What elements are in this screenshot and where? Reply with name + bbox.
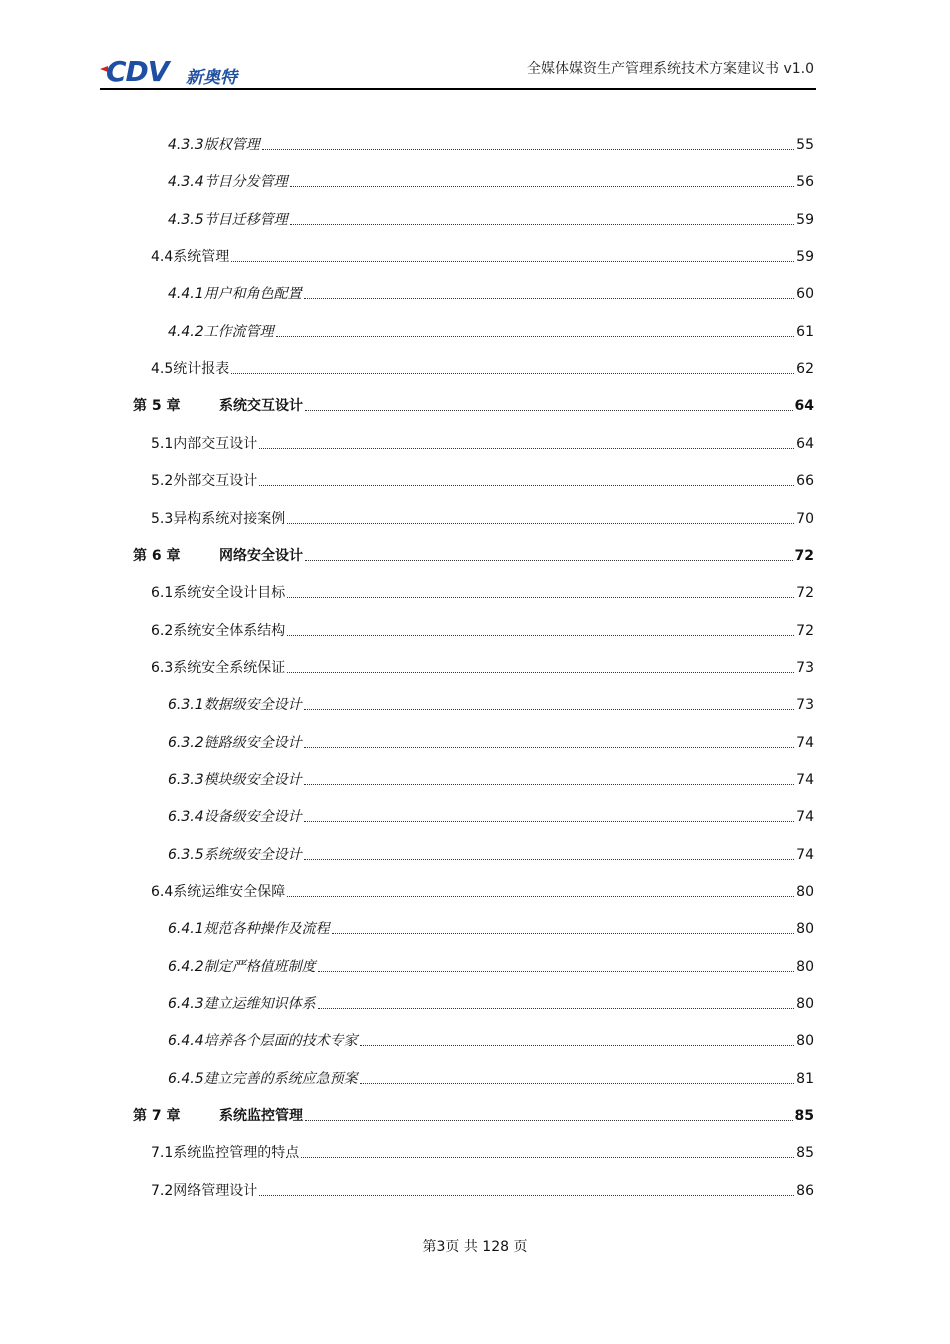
logo-text: CDV [106,55,169,87]
toc-dot-leader [360,1083,795,1084]
toc-entry-number: 6.3 [151,659,174,676]
toc-entry-title: 系统监控管理的特点 [173,1145,300,1162]
toc-entry-number: 4.3.4 [168,174,204,191]
toc-entry-number: 6.4.1 [168,921,204,938]
toc-entry-page: 59 [796,211,814,228]
toc-dot-leader [287,672,794,673]
toc-entry-title: 统计报表 [173,361,230,378]
toc-entry-page: 64 [794,398,814,415]
toc-entry-number: 4.4.2 [168,323,204,340]
toc-entry-title: 系统安全体系结构 [173,622,286,639]
toc-entry-number: 第 6 章 [133,547,181,564]
toc-entry[interactable] [133,800,814,826]
toc-entry-page: 73 [796,659,814,676]
toc-entry-page: 74 [796,734,814,751]
toc-entry-title: 设备级安全设计 [203,809,302,826]
toc-entry[interactable] [133,203,814,229]
toc-entry-title: 链路级安全设计 [203,734,302,751]
toc-entry[interactable] [133,651,814,677]
toc-entry[interactable] [133,315,814,341]
toc-dot-leader [304,784,795,785]
toc-entry[interactable] [133,875,814,901]
toc-entry-page: 70 [796,510,814,527]
toc-entry-page: 64 [796,435,814,452]
toc-entry-number: 5.3 [151,510,174,527]
toc-entry-number: 4.3.3 [168,137,204,153]
toc-entry-page: 56 [796,174,814,191]
toc-entry-title: 建立完善的系统应急预案 [203,1070,358,1087]
header-divider [100,88,816,90]
toc-dot-leader [318,971,795,972]
toc-entry-page: 80 [796,1033,814,1050]
toc-entry-title: 系统安全设计目标 [173,585,286,602]
cdv-logo-icon [100,55,250,87]
toc-entry-page: 81 [796,1070,814,1087]
toc-entry-title: 培养各个层面的技术专家 [203,1033,358,1050]
toc-entry-page: 86 [796,1182,814,1199]
toc-dot-leader [290,186,795,187]
toc-entry-title: 工作流管理 [203,323,274,340]
toc-entry-number: 6.4 [151,884,174,900]
toc-entry-page: 74 [796,771,814,788]
toc-dot-leader [318,1008,795,1009]
toc-dot-leader [287,896,794,897]
logo-cn-text: 新奥特 [186,68,237,87]
toc-entry-page: 80 [796,884,814,900]
toc-entry[interactable] [133,576,814,602]
toc-entry-number: 6.4.3 [168,996,204,1013]
toc-dot-leader [304,821,795,822]
toc-entry-page: 74 [796,809,814,826]
toc-dot-leader [259,448,794,449]
toc-dot-leader [360,1045,795,1046]
toc-entry-number: 4.3.5 [168,211,204,228]
toc-dot-leader [290,224,795,225]
toc-entry-title: 数据级安全设计 [203,697,302,714]
toc-entry-title: 模块级安全设计 [203,771,302,788]
toc-dot-leader [259,485,794,486]
toc-dot-leader [304,859,795,860]
toc-entry-number: 6.3.4 [168,809,204,826]
toc-entry[interactable] [133,352,814,378]
toc-entry[interactable] [133,688,814,714]
toc-entry[interactable] [133,539,814,565]
toc-entry[interactable] [133,987,814,1013]
toc-entry-number: 4.4.1 [168,286,204,303]
toc-dot-leader [231,373,794,374]
toc-dot-leader [304,709,795,710]
toc-dot-leader [287,597,794,598]
toc-entry[interactable] [133,389,814,415]
toc-entry-number: 4.4 [151,249,174,266]
toc-entry[interactable] [133,165,814,191]
toc-entry-page: 72 [796,622,814,639]
toc-dot-leader [304,747,795,748]
toc-dot-leader [259,1195,794,1196]
toc-entry-number: 第 5 章 [133,398,181,415]
toc-entry-title: 系统级安全设计 [203,846,302,863]
toc-dot-leader [276,336,795,337]
toc-entry-number: 4.5 [151,361,174,378]
toc-entry-title: 网络管理设计 [173,1182,258,1199]
toc-entry-number: 5.2 [151,473,174,490]
toc-entry-page: 85 [794,1108,814,1125]
toc-entry-page: 85 [796,1145,814,1162]
toc-entry-page: 60 [796,286,814,303]
toc-entry-title: 系统交互设计 [219,398,303,415]
toc-entry-title: 节目分发管理 [203,174,288,191]
toc-entry-page: 61 [796,323,814,340]
toc-entry-page: 74 [796,846,814,863]
toc-entry[interactable] [133,502,814,528]
toc-entry-page: 72 [796,585,814,602]
toc-dot-leader [305,1120,793,1121]
toc-dot-leader [231,261,794,262]
toc-entry-page: 72 [794,547,814,564]
toc-entry[interactable] [133,726,814,752]
toc-entry[interactable] [133,240,814,266]
toc-dot-leader [304,298,795,299]
toc-entry[interactable] [133,1024,814,1050]
toc-entry-title: 制定严格值班制度 [203,958,316,975]
toc-entry-title: 用户和角色配置 [203,286,302,303]
toc-entry-page: 73 [796,697,814,714]
toc-entry-number: 7.1 [151,1145,174,1162]
toc-entry[interactable] [133,614,814,640]
toc-entry[interactable] [133,1099,814,1125]
toc-entry[interactable] [133,950,814,976]
toc-entry-number: 6.1 [151,585,174,602]
toc-entry[interactable] [133,277,814,303]
toc-dot-leader [305,410,793,411]
toc-entry-title: 系统安全系统保证 [173,659,286,676]
page-footer: 第3页 共 128 页 [422,1239,528,1255]
toc-entry-page: 66 [796,473,814,490]
toc-dot-leader [287,523,794,524]
toc-dot-leader [332,933,795,934]
toc-entry-page: 62 [796,361,814,378]
toc-entry-number: 6.3.1 [168,697,204,714]
toc-entry[interactable] [133,464,814,490]
toc-entry-page: 59 [796,249,814,266]
toc-dot-leader [287,635,794,636]
toc-entry[interactable] [133,912,814,938]
toc-entry-title: 建立运维知识体系 [203,996,316,1013]
toc-entry-number: 第 7 章 [133,1108,181,1125]
toc-entry[interactable] [133,1174,814,1200]
toc-entry-number: 6.3.2 [168,734,204,751]
toc-entry-number: 6.4.5 [168,1070,204,1087]
toc-dot-leader [301,1157,794,1158]
toc-entry-title: 版权管理 [203,137,260,153]
toc-entry-title: 异构系统对接案例 [173,510,286,527]
toc-entry-title: 外部交互设计 [173,473,258,490]
toc-entry-title: 节目迁移管理 [203,211,288,228]
toc-dot-leader [262,149,795,150]
toc-dot-leader [305,560,793,561]
toc-entry[interactable] [133,1062,814,1088]
toc-entry[interactable] [133,427,814,453]
toc-entry-title: 系统管理 [173,249,230,266]
toc-entry-title: 规范各种操作及流程 [203,921,330,938]
toc-entry-page: 55 [796,137,814,153]
toc-entry-number: 6.3.3 [168,771,204,788]
toc-entry-page: 80 [796,921,814,938]
toc-entry-number: 6.3.5 [168,846,204,863]
toc-entry-title: 系统监控管理 [219,1108,303,1125]
toc-entry-number: 5.1 [151,435,174,452]
toc-entry-number: 6.2 [151,622,174,639]
toc-entry-title: 网络安全设计 [219,547,303,564]
toc-entry[interactable] [133,128,814,154]
toc-entry[interactable] [133,838,814,864]
toc-entry-number: 6.4.4 [168,1033,204,1050]
page-header [100,52,816,90]
toc-entry-page: 80 [796,996,814,1013]
toc-entry-title: 系统运维安全保障 [173,884,286,900]
toc-entry-title: 内部交互设计 [173,435,258,452]
toc-entry-page: 80 [796,958,814,975]
toc-entry-number: 7.2 [151,1182,174,1199]
toc-entry[interactable] [133,763,814,789]
document-title: 全媒体媒资生产管理系统技术方案建议书 v1.0 [527,61,814,77]
toc-entry-number: 6.4.2 [168,958,204,975]
toc-entry[interactable] [133,1136,814,1162]
company-logo [100,55,250,87]
